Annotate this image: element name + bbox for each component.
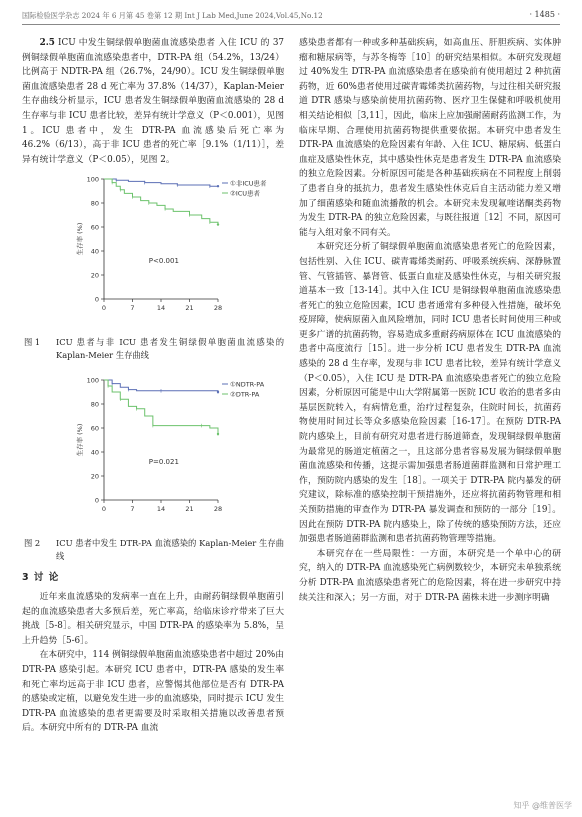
y-tick-label: 80: [90, 400, 99, 409]
x-tick-label: 0: [101, 505, 107, 514]
legend-label-1: ①NDTR-PA: [230, 380, 265, 389]
km-chart-2: [22, 368, 284, 533]
x-tick-label: 14: [156, 304, 166, 313]
x-tick-label: 7: [130, 304, 135, 313]
y-tick-label: 60: [90, 424, 99, 433]
results-text: ICU 中发生铜绿假单胞菌血流感染患者 入住 ICU 的 37 例铜绿假单胞菌血流感染患者中，DTR-PA 组（54.2%，13/24）比例高于 NDTR-PA 组（26.7%，24/90）。ICU 发生铜绿假单胞菌血流感染患者 28 d 死亡率为 37.8%（14/37），Kaplan-Meier 生存曲线分析显示，ICU 患者发生铜绿假单胞菌血流感染的 28 d 生存率与非 ICU 患者比较，差异有统计学意义（P＜0.001），见图 1。ICU 患者中，发生 DTR-PA 血流感染后死亡率为 46.2%（6/13），高于非 ICU 患者的死亡率［9.1%（1/11）］，差异有统计学意义（P＜0.05），见图 2。: [22, 38, 285, 165]
y-tick-label: 40: [90, 448, 99, 457]
y-tick-label: 20: [90, 472, 99, 481]
y-tick-label: 20: [90, 271, 99, 280]
legend-label-1: ①非ICU患者: [230, 179, 267, 188]
series-line-2: [104, 380, 218, 434]
series-line-1: [104, 179, 218, 186]
y-tick-label: 60: [90, 223, 99, 232]
figure-2: [22, 368, 284, 533]
legend-label-2: ②ICU患者: [230, 189, 261, 198]
page-number: · 1485 ·: [529, 10, 560, 19]
km-chart-1: [22, 167, 284, 332]
series-line-2: [104, 179, 218, 225]
left-column: [22, 36, 284, 736]
figure-2-caption-text: ICU 患者中发生 DTR-PA 血流感染的 Kaplan-Meier 生存曲线: [56, 538, 284, 562]
y-tick-label: 40: [90, 247, 99, 256]
watermark-text: 知乎 @维普医学: [513, 801, 572, 810]
legend-label-2: ②DTR-PA: [230, 390, 260, 399]
x-tick-label: 28: [213, 304, 223, 313]
p-value-annotation: P<0.001: [148, 257, 179, 266]
right-column: [299, 36, 561, 605]
y-tick-label: 100: [86, 175, 99, 184]
x-tick-label: 21: [185, 304, 194, 313]
x-tick-label: 7: [130, 505, 135, 514]
y-axis-label: 生存率 (%): [76, 423, 84, 457]
y-tick-label: 80: [90, 199, 99, 208]
section-number: 2.5: [39, 38, 55, 48]
y-axis-label: 生存率 (%): [76, 222, 84, 256]
series-end-point-2: [217, 224, 219, 226]
y-tick-label: 0: [94, 295, 99, 304]
figure-1-caption: [22, 336, 284, 362]
x-tick-label: 28: [213, 505, 223, 514]
header-rule: [22, 24, 560, 25]
right-paragraph-2: 本研究还分析了铜绿假单胞菌血流感染患者死亡的危险因素，包括性别、入住 ICU、碳青霉烯类耐药、呼吸系统疾病、深静脉置管、气管插管、暴肾管、低蛋白血症及感染性休克，与相关研究报道基本一致［13-14］。其中入住 ICU 是铜绿假单胞菌血流感染患者死亡的独立危险因素，ICU 患者通常有多种侵入性措施，破坏免疫屏障，使病原菌入血风险增加，同时 ICU 患者长时间使用三种或更多广谱的抗菌药物，容易造成多重耐药病原体在 ICU 血流感染的患者中高度流行［15］。进一步分析 ICU 患者发生 DTR-PA 血流感染的 28 d 生存率，发现与非 ICU 患者比较，差异有统计学意义（P＜0.05），入住 ICU 是 DTR-PA 血流感染患者死亡的独立危险因素，分析原因可能是中山大学附属第一医院 ICU 收治的患者多由基层医院转入，有病情危重，治疗过程复杂，住院时间长，抗菌药物使用时间过长等众多感染危险因素［16-17］。在预防 DTR-PA 院内感染上，目前有研究对患者进行肠道筛查，发现铜绿假单胞菌为最常见的肠道定植菌之一，且这部分患者容易发展为铜绿假单胞菌血流感染和传播，这提示需加强患者肠道菌群监测和日常护理工作，预防院内感染的发生［18］。一项关于 DTR-PA 院内暴发的研究建议，除标准的感染控制干预措施外，还应将抗菌药物管理和相关预防措施的审查作为 DTR-PA 暴发调查和预防的一部分［19］。因此在预防 DTR-PA 院内感染上，除了传统的感染预防方法，还应加强患者肠道菌群监测和患者抗菌药物管理等措施。: [299, 242, 561, 545]
results-paragraph: [22, 36, 284, 167]
y-tick-label: 0: [94, 496, 99, 505]
figure-1-label: 图 1: [24, 337, 41, 348]
page-header: [22, 8, 560, 24]
figure-1: [22, 167, 284, 332]
discussion-paragraph-2: 在本研究中，114 例铜绿假单胞菌血流感染患者中超过 20%由 DTR-PA 感染引起。本研究 ICU 患者中，DTR-PA 感染的发生率和死亡率均远高于非 ICU 患者，应警惕其他部位是否有 DTR-PA 的感染或定植，以避免发生进一步的血流感染，同时提示 ICU 发生 DTR-PA 血流感染的患者更需要及时采取相关措施以改善患者预后。本研究中所有的 DTR-PA 血流: [22, 650, 284, 734]
journal-citation: 国际检验医学杂志 2024 年 6 月第 45 卷第 12 期 Int J Lab Med,June 2024,Vol.45,No.12: [22, 11, 323, 20]
x-tick-label: 0: [101, 304, 107, 313]
discussion-heading: 3 讨 论: [22, 572, 60, 584]
right-paragraph-3: 本研究存在一些局限性：一方面，本研究是一个单中心的研究，纳入的 DTR-PA 血流感染死亡病例数较少，本研究未单独系统分析 DTR-PA 血流感染患者死亡的危险因素，将在进一步研究中持续关注和深入；另一方面，对于 DTR-PA 菌株未进一步测序明确: [299, 548, 561, 603]
discussion-paragraph-1: 近年来血流感染的发病率一直在上升，由耐药铜绿假单胞菌引起的血流感染患者大多预后差，死亡率高，给临床诊疗带来了巨大挑战［5-8］。相关研究显示，中国 DTR-PA 的感染率为 5.8%，呈上升趋势［5-6］。: [22, 591, 284, 646]
x-tick-label: 14: [156, 505, 166, 514]
x-tick-label: 21: [185, 505, 194, 514]
y-tick-label: 100: [86, 376, 99, 385]
right-paragraph-1: 感染患者都有一种或多种基础疾病，如高血压、肝胆疾病、实体肿瘤和糖尿病等，与苏冬梅等［10］的研究结果相似。本研究发现超过 40%发生 DTR-PA 血流感染患者在感染前有使用超过 2 种抗菌药物，近 60%患者使用过碳青霉烯类抗菌药物，与过往相关研究报道 DTR 感染与感染前使用抗菌药物、医疗卫生保健和呼吸机使用相关结论相似［3,11］，因此，临床上应加强耐菌耐药监测工作，为临床早期、合理使用抗菌药物提供重要依据。本研究中患者发生 DTR-PA 血流感染的危险因素有年龄、入住 ICU、糖尿病、低蛋白血症及感染性休克，其中感染性休克是患者发生 DTR-PA 血流感染的独立危险因素。分析原因可能是各种基础疾病在不同程度上削弱了患者自身的抵抗力，患者发生感染性休克后自主活动能力差又增加了细菌感染和随血流播散的机会。本研究未发现氟喹诺酮类药物为发生 DTR-PA 的独立危险因素，与既往报道［12］不同，原因可能与入组对象不同有关。: [299, 38, 561, 238]
figure-1-caption-text: ICU 患者与非 ICU 患者发生铜绿假单胞菌血流感染的 Kaplan-Meier 生存曲线: [56, 337, 284, 361]
series-end-point-1: [217, 185, 219, 187]
figure-2-label: 图 2: [24, 538, 41, 549]
figure-2-caption: [22, 537, 284, 563]
p-value-annotation: P=0.021: [148, 458, 179, 467]
